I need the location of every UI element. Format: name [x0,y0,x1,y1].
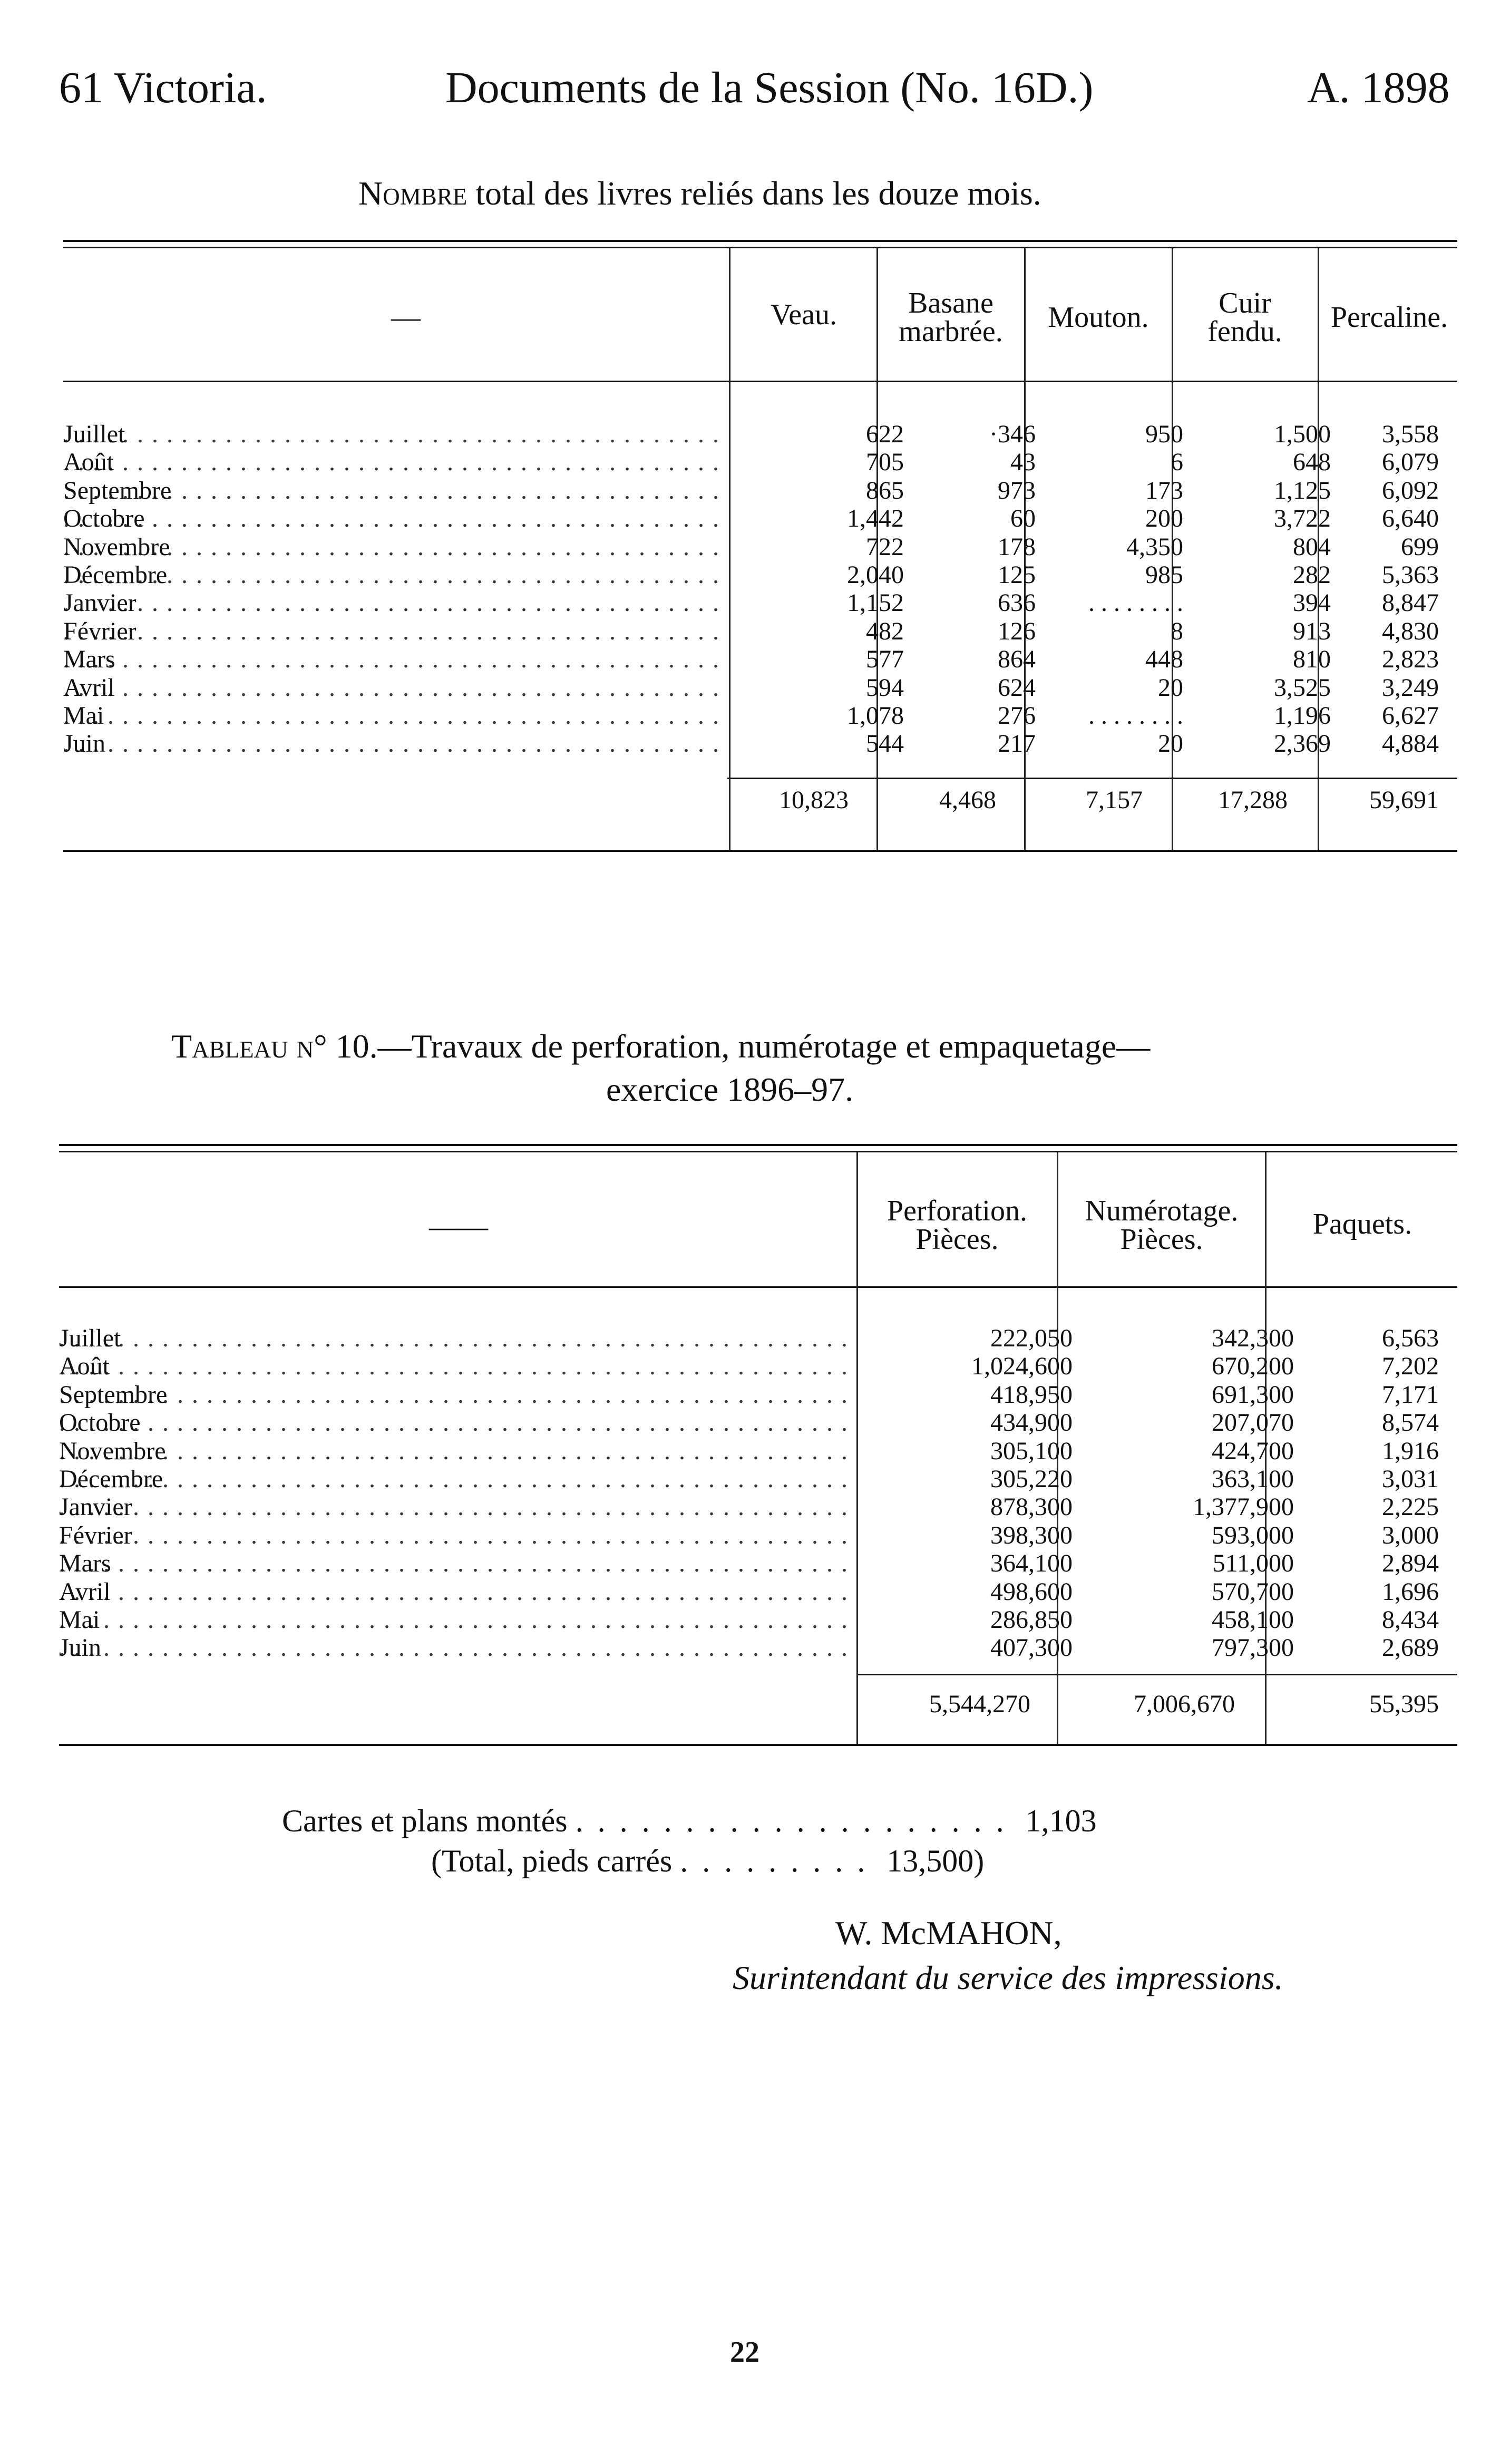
cell-veau: 2,040 [847,561,904,589]
cell-percaline: 3,249 [1382,673,1439,702]
cell-paquets: 7,202 [1382,1352,1439,1381]
table1-top-rule [63,240,1457,242]
table2-total-rule [856,1674,1457,1675]
cell-perforation: 1,024,600 [971,1352,1073,1381]
row-label: Octobre [59,1409,141,1437]
cell-numerotage: 797,300 [1212,1634,1294,1662]
cell-numerotage: 1,377,900 [1193,1493,1294,1521]
table-row [59,1465,1439,1493]
cell-veau: 1,442 [847,505,904,533]
total-value: 13,500) [886,1844,985,1878]
table-row [59,1437,1439,1465]
cell-mouton: 4,350 [1126,532,1183,561]
table2-header-rule [59,1286,1457,1288]
table2-col-paquets: Paquets. [1312,1208,1412,1240]
cartes-line [282,1803,1097,1839]
cell-perforation: 305,100 [990,1437,1073,1465]
table2-title-line2: exercice 1896–97. [606,1071,854,1108]
table1-title-sc: Nombre [358,174,467,212]
table1-stub-header: — [391,301,421,334]
total-label: (Total, pieds carrés [431,1844,673,1878]
cell-cuir: 804 [1293,532,1331,561]
row-label: Novembre [63,532,170,561]
cell-veau: 482 [866,617,904,645]
row-label: Juin [59,1634,102,1662]
row-label: Juillet [63,420,125,448]
cell-perforation: 434,900 [990,1409,1073,1437]
cell-cuir: 282 [1293,561,1331,589]
signature-title: Surintendant du service des impressions. [733,1959,1283,1996]
table-row [63,617,1439,645]
cell-cuir: 3,722 [1274,505,1331,533]
table-row [59,1409,1439,1437]
cell-paquets: 2,225 [1382,1493,1439,1521]
table-row [59,1606,1439,1634]
table-row [59,1381,1439,1409]
total-line [431,1843,984,1879]
cell-basane: 636 [998,589,1036,617]
cell-paquets: 7,171 [1382,1380,1439,1409]
cell-paquets: 8,434 [1382,1606,1439,1634]
cell-basane: 60 [1010,505,1036,533]
cell-perforation: 418,950 [990,1380,1073,1409]
cell-basane: 217 [998,730,1036,758]
cell-percaline: 4,884 [1382,730,1439,758]
cartes-leader: . . . . . . . . . . . . . . . . . . . . [575,1803,1007,1838]
table1-total-mouton: 7,157 [1086,786,1143,814]
cell-basane: 864 [998,645,1036,674]
cell-paquets: 3,000 [1382,1521,1439,1549]
cell-paquets: 3,031 [1382,1465,1439,1493]
cell-numerotage: 342,300 [1212,1324,1294,1352]
table-row [59,1578,1439,1606]
cell-percaline: 699 [1401,532,1439,561]
header-left: 61 Victoria. [59,63,267,112]
table2-stub-header: —— [429,1210,488,1243]
row-label: Mars [59,1549,111,1578]
row-label: Avril [59,1577,111,1606]
cell-basane: 624 [998,673,1036,702]
table-row [63,702,1439,730]
cell-numerotage: 691,300 [1212,1380,1294,1409]
row-label: Février [59,1521,132,1549]
cell-numerotage: 593,000 [1212,1521,1294,1549]
row-label: Mars [63,645,115,674]
table2-total-perforation: 5,544,270 [929,1690,1030,1718]
cell-veau: 1,078 [847,702,904,730]
table-row [63,505,1439,532]
cell-veau: 722 [866,532,904,561]
table1-total-rule [727,778,1457,779]
table1-col-basane: Basane marbrée. [899,287,1003,348]
table1-title-rest: total des livres reliés dans les douze mois. [475,174,1041,212]
table2-col-numerotage: Numérotage. Pièces. [1085,1195,1239,1256]
page-number: 22 [730,2336,759,2369]
table2-total-paquets: 55,395 [1369,1690,1439,1718]
table1-top-rule-2 [63,247,1457,248]
cell-basane: 43 [1010,448,1036,477]
cell-mouton: . . . . . . . . [1088,702,1183,730]
cell-basane: 126 [998,617,1036,645]
cell-percaline: 4,830 [1382,617,1439,645]
row-label: Juillet [59,1324,121,1352]
cell-percaline: 3,558 [1382,420,1439,448]
table1-bottom-rule [63,850,1457,852]
table-row [59,1521,1439,1549]
cartes-value: 1,103 [1025,1803,1097,1838]
row-label: Juin [63,730,106,758]
table-row [59,1352,1439,1380]
cell-perforation: 222,050 [990,1324,1073,1352]
cell-veau: 577 [866,645,904,674]
table-row [59,1634,1439,1662]
table-row [63,730,1439,758]
cell-percaline: 6,640 [1382,505,1439,533]
table-row [63,674,1439,702]
row-label: Août [59,1352,110,1381]
table1-total-basane: 4,468 [939,786,996,814]
table2-top-rule [59,1144,1457,1146]
table-row [59,1324,1439,1352]
cell-cuir: 3,525 [1274,673,1331,702]
cell-paquets: 6,563 [1382,1324,1439,1352]
table-row [63,589,1439,617]
cell-basane: 178 [998,532,1036,561]
table1-total-percaline: 59,691 [1369,786,1439,814]
cell-cuir: 1,196 [1274,702,1331,730]
cell-mouton: 6 [1171,448,1183,477]
cell-veau: 594 [866,673,904,702]
table-row [63,477,1439,505]
row-label: Janvier [63,589,137,617]
cell-paquets: 1,696 [1382,1577,1439,1606]
row-label: Février [63,617,137,645]
table1-total-cuir: 17,288 [1218,786,1288,814]
cell-numerotage: 670,200 [1212,1352,1294,1381]
table2-body [59,1324,1439,1662]
cell-numerotage: 363,100 [1212,1465,1294,1493]
cell-mouton: 20 [1158,730,1183,758]
row-label: Novembre [59,1437,166,1465]
row-label: Décembre [59,1465,163,1493]
cell-perforation: 398,300 [990,1521,1073,1549]
table2-title [171,1027,1150,1066]
cell-paquets: 2,689 [1382,1634,1439,1662]
cell-cuir: 394 [1293,589,1331,617]
cell-mouton: 173 [1145,476,1183,505]
cell-cuir: 913 [1293,617,1331,645]
cell-numerotage: 458,100 [1212,1606,1294,1634]
cell-cuir: 1,500 [1274,420,1331,448]
cell-numerotage: 570,700 [1212,1577,1294,1606]
cell-percaline: 8,847 [1382,589,1439,617]
header-right: A. 1898 [1307,63,1450,112]
table2-top-rule-2 [59,1151,1457,1152]
row-label: Janvier [59,1493,132,1521]
cell-percaline: 6,079 [1382,448,1439,477]
table-row [59,1493,1439,1521]
cartes-label: Cartes et plans montés [282,1803,568,1838]
total-leader: . . . . . . . . . [680,1844,869,1878]
cell-perforation: 878,300 [990,1493,1073,1521]
row-label: Août [63,448,114,477]
cell-percaline: 2,823 [1382,645,1439,674]
table1-col-cuir: Cuir fendu. [1207,287,1282,348]
cell-veau: 705 [866,448,904,477]
cell-basane: 973 [998,476,1036,505]
cell-cuir: 810 [1293,645,1331,674]
table1-header-rule [63,381,1457,382]
table2-col-perforation: Perforation. Pièces. [887,1195,1027,1256]
row-label: Septembre [59,1380,168,1409]
table2-total-numerotage: 7,006,670 [1134,1690,1235,1718]
row-label: Mai [59,1606,100,1634]
cell-numerotage: 207,070 [1212,1409,1294,1437]
row-label: Octobre [63,505,145,533]
cell-mouton: 448 [1145,645,1183,674]
cell-paquets: 1,916 [1382,1437,1439,1465]
cell-basane: ·346 [989,420,1036,448]
cell-percaline: 6,092 [1382,476,1439,505]
cell-veau: 622 [866,420,904,448]
table1-col-veau: Veau. [771,298,837,331]
cell-mouton: 200 [1145,505,1183,533]
cell-cuir: 648 [1293,448,1331,477]
cell-mouton: 985 [1145,561,1183,589]
cell-paquets: 2,894 [1382,1549,1439,1578]
table2-title-sc: Tableau n° [171,1027,327,1065]
cell-paquets: 8,574 [1382,1409,1439,1437]
table1-col-mouton: Mouton. [1048,301,1149,334]
table-row [59,1549,1439,1577]
cell-perforation: 305,220 [990,1465,1073,1493]
row-label: Avril [63,673,115,702]
table-row [63,448,1439,476]
table-row [63,645,1439,673]
table1-total-veau: 10,823 [779,786,849,814]
header-center: Documents de la Session (No. 16D.) [445,63,1094,112]
table2-bottom-rule [59,1744,1457,1746]
row-label: Décembre [63,561,168,589]
cell-basane: 125 [998,561,1036,589]
cell-veau: 865 [866,476,904,505]
table-row [63,420,1439,448]
cell-numerotage: 424,700 [1212,1437,1294,1465]
table-row [63,561,1439,589]
cell-numerotage: 511,000 [1212,1549,1294,1578]
table1-body [63,420,1439,758]
cell-mouton: 20 [1158,673,1183,702]
table1-col-percaline: Percaline. [1330,301,1448,334]
cell-perforation: 286,850 [990,1606,1073,1634]
table2-title-rest: 10.—Travaux de perforation, numérotage et empaquetage— [335,1027,1151,1065]
cell-perforation: 364,100 [990,1549,1073,1578]
table-row [63,533,1439,561]
cell-mouton: . . . . . . . . [1088,589,1183,617]
cell-percaline: 5,363 [1382,561,1439,589]
cell-percaline: 6,627 [1382,702,1439,730]
signature-name: W. McMAHON, [835,1914,1062,1952]
cell-mouton: 950 [1145,420,1183,448]
cell-mouton: 8 [1171,617,1183,645]
cell-cuir: 1,125 [1274,476,1331,505]
cell-veau: 544 [866,730,904,758]
table1-title [358,174,1041,213]
cell-cuir: 2,369 [1274,730,1331,758]
cell-basane: 276 [998,702,1036,730]
cell-perforation: 407,300 [990,1634,1073,1662]
cell-perforation: 498,600 [990,1577,1073,1606]
cell-veau: 1,152 [847,589,904,617]
row-label: Septembre [63,476,172,505]
row-label: Mai [63,702,104,730]
